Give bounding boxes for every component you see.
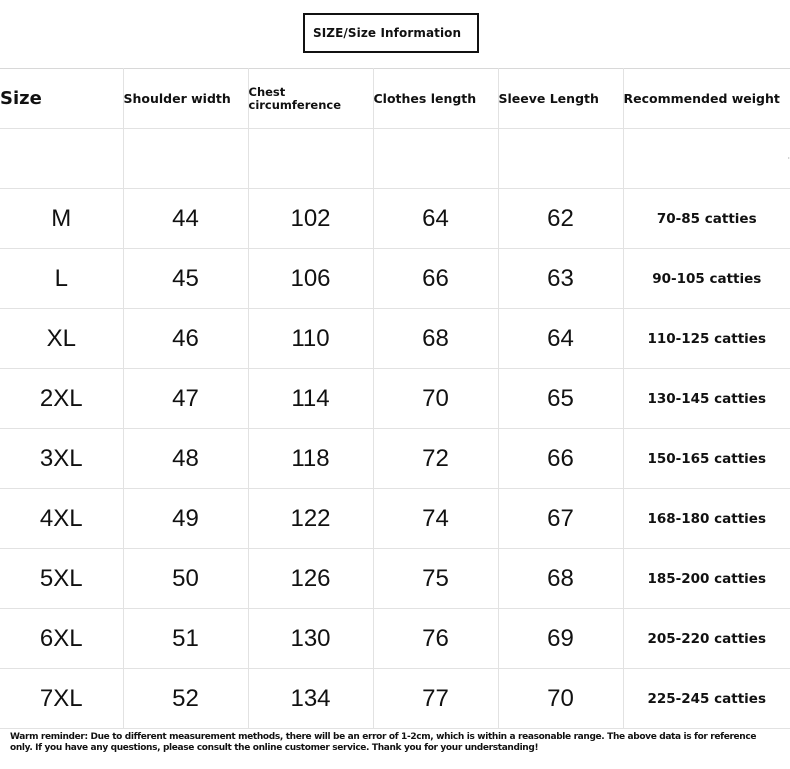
cell-size: 3XL xyxy=(0,429,123,489)
cell-sleeve-length: 62 xyxy=(498,189,623,249)
table-row xyxy=(0,249,790,309)
cell-clothes-length: 66 xyxy=(373,249,498,309)
cell-clothes-length: 70 xyxy=(373,369,498,429)
cell-chest-circumference: 122 xyxy=(248,489,373,549)
cell-sleeve-length: 68 xyxy=(498,549,623,609)
cell-sleeve-length: 70 xyxy=(498,669,623,729)
cell-clothes-length: 68 xyxy=(373,309,498,369)
header-clothes-length: Clothes length xyxy=(373,69,498,129)
size-chart-table xyxy=(0,68,790,729)
cell-chest-circumference: 134 xyxy=(248,669,373,729)
cell-size: 2XL xyxy=(0,369,123,429)
cell-size: 7XL xyxy=(0,669,123,729)
cell-chest-circumference: 118 xyxy=(248,429,373,489)
header-size: Size xyxy=(0,69,123,129)
cell-chest-circumference: 106 xyxy=(248,249,373,309)
cell-recommended-weight: 225-245 catties xyxy=(623,669,790,729)
cell-clothes-length: 76 xyxy=(373,609,498,669)
table-row xyxy=(0,609,790,669)
header-sleeve-length: Sleeve Length xyxy=(498,69,623,129)
cell-shoulder-width: 52 xyxy=(123,669,248,729)
header-row xyxy=(0,69,790,129)
cell-clothes-length: 77 xyxy=(373,669,498,729)
cell-shoulder-width: 45 xyxy=(123,249,248,309)
cell-recommended-weight: 205-220 catties xyxy=(623,609,790,669)
cell-size: 6XL xyxy=(0,609,123,669)
blank-cell xyxy=(373,129,498,189)
cell-clothes-length: 75 xyxy=(373,549,498,609)
blank-cell-mark: · xyxy=(623,129,790,189)
cell-recommended-weight: 150-165 catties xyxy=(623,429,790,489)
cell-clothes-length: 74 xyxy=(373,489,498,549)
blank-row xyxy=(0,129,790,189)
cell-size: M xyxy=(0,189,123,249)
table-row xyxy=(0,189,790,249)
table-row xyxy=(0,309,790,369)
blank-cell xyxy=(0,129,123,189)
blank-cell xyxy=(123,129,248,189)
cell-chest-circumference: 126 xyxy=(248,549,373,609)
table-row xyxy=(0,489,790,549)
cell-size: 5XL xyxy=(0,549,123,609)
cell-shoulder-width: 46 xyxy=(123,309,248,369)
table-row xyxy=(0,429,790,489)
cell-size: 4XL xyxy=(0,489,123,549)
size-info-title: SIZE/Size Information xyxy=(303,13,479,53)
header-recommended-weight: Recommended weight xyxy=(623,69,790,129)
table-row xyxy=(0,549,790,609)
cell-sleeve-length: 69 xyxy=(498,609,623,669)
cell-shoulder-width: 49 xyxy=(123,489,248,549)
cell-sleeve-length: 65 xyxy=(498,369,623,429)
cell-recommended-weight: 130-145 catties xyxy=(623,369,790,429)
cell-chest-circumference: 114 xyxy=(248,369,373,429)
table-row xyxy=(0,669,790,729)
cell-recommended-weight: 185-200 catties xyxy=(623,549,790,609)
blank-cell xyxy=(498,129,623,189)
cell-chest-circumference: 130 xyxy=(248,609,373,669)
cell-clothes-length: 72 xyxy=(373,429,498,489)
cell-shoulder-width: 44 xyxy=(123,189,248,249)
cell-sleeve-length: 64 xyxy=(498,309,623,369)
table-row xyxy=(0,369,790,429)
cell-recommended-weight: 70-85 catties xyxy=(623,189,790,249)
cell-size: L xyxy=(0,249,123,309)
cell-chest-circumference: 110 xyxy=(248,309,373,369)
cell-shoulder-width: 51 xyxy=(123,609,248,669)
cell-sleeve-length: 67 xyxy=(498,489,623,549)
header-shoulder-width: Shoulder width xyxy=(123,69,248,129)
cell-sleeve-length: 66 xyxy=(498,429,623,489)
cell-recommended-weight: 168-180 catties xyxy=(623,489,790,549)
cell-shoulder-width: 47 xyxy=(123,369,248,429)
cell-size: XL xyxy=(0,309,123,369)
cell-clothes-length: 64 xyxy=(373,189,498,249)
cell-chest-circumference: 102 xyxy=(248,189,373,249)
cell-shoulder-width: 50 xyxy=(123,549,248,609)
cell-sleeve-length: 63 xyxy=(498,249,623,309)
warm-reminder-note: Warm reminder: Due to different measurement methods, there will be an error of 1-2cm, which is within a reasonable range. The above data is for reference only. If you have any questions, please consult the online customer service. Thank you for your understanding! xyxy=(10,732,757,753)
cell-shoulder-width: 48 xyxy=(123,429,248,489)
cell-recommended-weight: 90-105 catties xyxy=(623,249,790,309)
cell-recommended-weight: 110-125 catties xyxy=(623,309,790,369)
blank-cell xyxy=(248,129,373,189)
header-chest-circumference: Chest circumference xyxy=(248,69,373,129)
